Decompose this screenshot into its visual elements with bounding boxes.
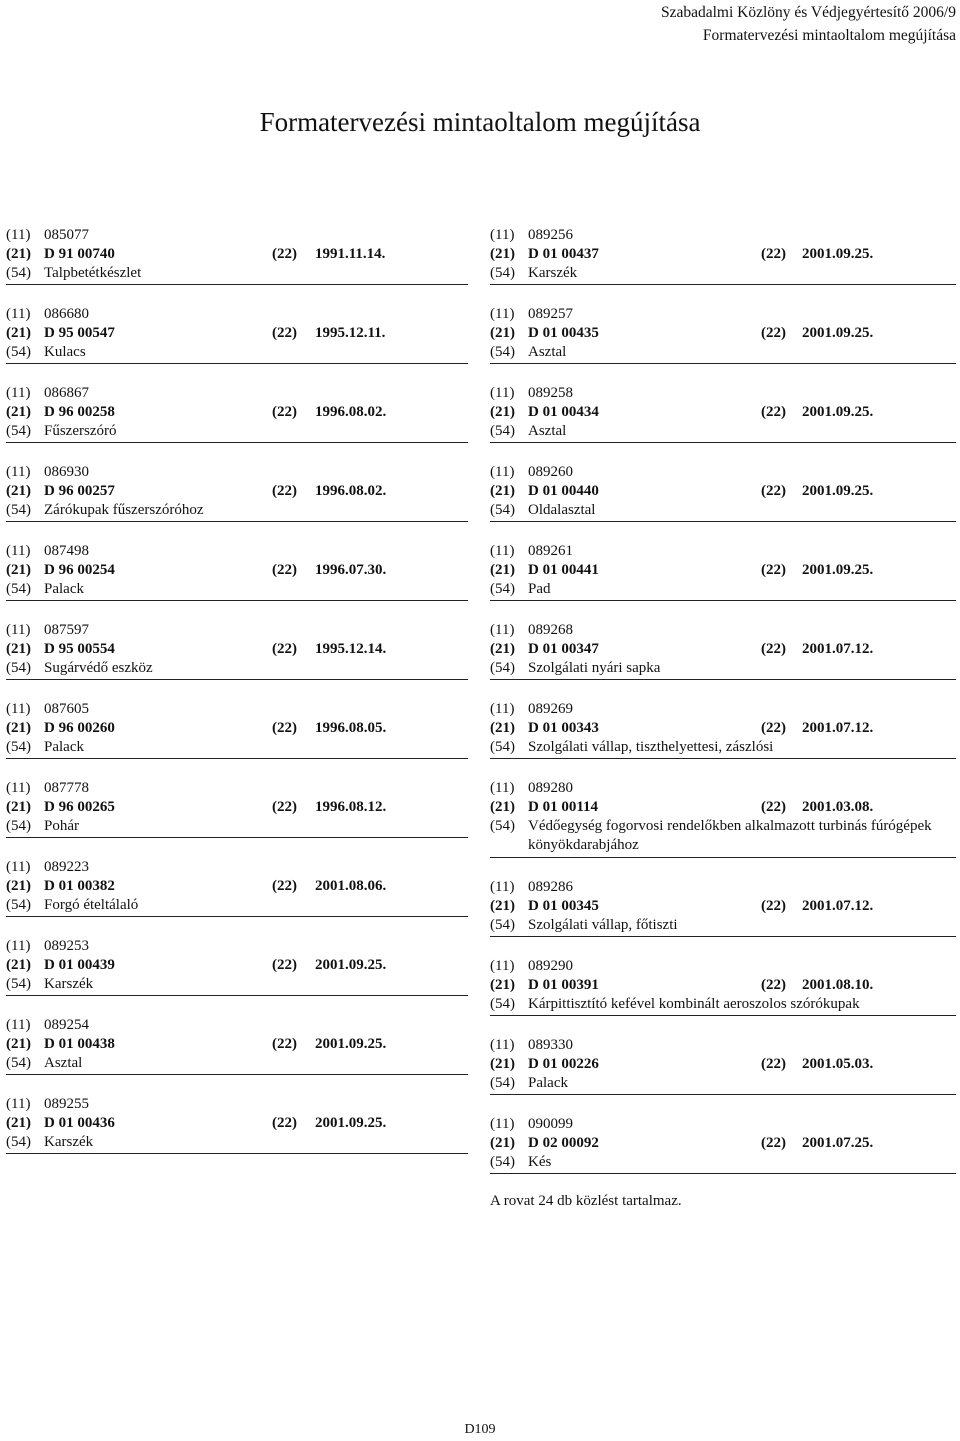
inid-code: (11): [490, 958, 515, 974]
inid-code: (21): [6, 720, 31, 736]
registration-number: 089258: [528, 385, 573, 401]
registration-number-line: [6, 779, 468, 798]
section-footnote: A rovat 24 db közlést tartalmaz.: [490, 1193, 682, 1209]
inid-code: (54): [6, 660, 31, 676]
inid-code: (54): [490, 1075, 515, 1091]
inid-code: (21): [490, 977, 515, 993]
design-title-line: [6, 1054, 468, 1073]
application-number: D 01 00439: [44, 957, 115, 973]
inid-code: (54): [490, 265, 515, 281]
registration-entry: [490, 700, 956, 759]
inid-code: (21): [6, 957, 31, 973]
design-title-line: [6, 422, 468, 441]
inid-code: (21): [6, 878, 31, 894]
application-number: D 01 00114: [528, 799, 599, 815]
application-number: D 96 00257: [44, 483, 115, 499]
design-title-line: [490, 995, 956, 1014]
inid-code: (21): [490, 325, 515, 341]
inid-code: (11): [490, 306, 515, 322]
registration-number: 089269: [528, 701, 573, 717]
application-number: D 95 00547: [44, 325, 115, 341]
filing-date: 2001.05.03.: [802, 1056, 874, 1072]
registration-number: 089255: [44, 1096, 89, 1112]
registration-entry: [490, 957, 956, 1016]
inid-code: (22): [761, 562, 786, 578]
inid-code: (54): [6, 1055, 31, 1071]
design-title-line: [6, 501, 468, 520]
inid-code: (54): [490, 660, 515, 676]
application-line: [6, 403, 468, 422]
filing-date: 2001.09.25.: [802, 325, 874, 341]
inid-code: (21): [6, 1115, 31, 1131]
inid-code: (21): [490, 799, 515, 815]
running-header-section: Formatervezési mintaoltalom megújítása: [702, 27, 956, 44]
inid-code: (22): [761, 799, 786, 815]
registration-number-line: [490, 1036, 956, 1055]
design-title-line: [490, 817, 956, 855]
design-title: Palack: [44, 739, 84, 755]
inid-code: (22): [761, 404, 786, 420]
design-title-line: [6, 975, 468, 994]
filing-date: 2001.09.25.: [315, 1036, 387, 1052]
page-title: Formatervezési mintaoltalom megújítása: [259, 107, 701, 137]
design-title-line: [6, 738, 468, 757]
registration-number-line: [490, 463, 956, 482]
registration-entry: [6, 1095, 468, 1154]
filing-date: 1991.11.14.: [315, 246, 386, 262]
filing-date: 2001.09.25.: [315, 1115, 387, 1131]
registration-number: 087498: [44, 543, 89, 559]
inid-code: (22): [272, 1036, 297, 1052]
registration-number-line: [490, 621, 956, 640]
inid-code: (11): [6, 701, 31, 717]
inid-code: (54): [6, 976, 31, 992]
registration-number-line: [490, 226, 956, 245]
inid-code: (54): [6, 265, 31, 281]
application-number: D 01 00436: [44, 1115, 115, 1131]
inid-code: (21): [490, 641, 515, 657]
registration-number-line: [490, 1115, 956, 1134]
design-title-line: [6, 817, 468, 836]
inid-code: (21): [490, 720, 515, 736]
application-number: D 01 00347: [528, 641, 599, 657]
registration-entry: [6, 937, 468, 996]
registration-entry: [6, 858, 468, 917]
design-title: Kulacs: [44, 344, 86, 360]
inid-code: (11): [6, 938, 31, 954]
application-number: D 01 00441: [528, 562, 599, 578]
inid-code: (11): [490, 1037, 515, 1053]
design-title: Asztal: [44, 1055, 83, 1071]
registration-number: 089253: [44, 938, 89, 954]
registration-number: 086930: [44, 464, 89, 480]
inid-code: (11): [490, 622, 515, 638]
inid-code: (21): [490, 898, 515, 914]
registration-entry: [6, 1016, 468, 1075]
application-number: D 01 00435: [528, 325, 599, 341]
inid-code: (22): [272, 483, 297, 499]
filing-date: 2001.08.06.: [315, 878, 387, 894]
design-title-line: [490, 1074, 956, 1093]
design-title-line: [490, 1153, 956, 1172]
application-line: [6, 956, 468, 975]
registration-number-line: [6, 305, 468, 324]
design-title: Palack: [528, 1075, 568, 1091]
registration-number-line: [490, 384, 956, 403]
inid-code: (54): [490, 739, 515, 755]
design-title: Asztal: [528, 423, 567, 439]
application-number: D 01 00343: [528, 720, 599, 736]
registration-entry: [490, 463, 956, 522]
design-title: Szolgálati nyári sapka: [528, 660, 661, 676]
registration-number-line: [6, 384, 468, 403]
application-number: D 01 00226: [528, 1056, 599, 1072]
application-number: D 01 00440: [528, 483, 599, 499]
application-number: D 01 00382: [44, 878, 115, 894]
registration-number: 086867: [44, 385, 89, 401]
inid-code: (21): [6, 404, 31, 420]
registration-number-line: [6, 621, 468, 640]
inid-code: (21): [6, 799, 31, 815]
filing-date: 2001.08.10.: [802, 977, 874, 993]
registration-number-line: [6, 858, 468, 877]
inid-code: (21): [490, 1135, 515, 1151]
inid-code: (54): [490, 818, 515, 834]
application-line: [490, 798, 956, 817]
registration-entry: [6, 226, 468, 285]
inid-code: (11): [6, 780, 31, 796]
application-number: D 96 00254: [44, 562, 115, 578]
registration-number: 089261: [528, 543, 573, 559]
application-line: [6, 324, 468, 343]
inid-code: (11): [6, 1096, 31, 1112]
inid-code: (21): [490, 246, 515, 262]
registration-entry: [490, 226, 956, 285]
inid-code: (11): [6, 859, 31, 875]
design-title-line: [490, 343, 956, 362]
inid-code: (21): [490, 404, 515, 420]
registration-number-line: [490, 700, 956, 719]
inid-code: (21): [6, 246, 31, 262]
application-line: [490, 482, 956, 501]
left-column: [6, 226, 468, 1174]
inid-code: (54): [6, 423, 31, 439]
filing-date: 2001.07.25.: [802, 1135, 874, 1151]
registration-entry: [6, 779, 468, 838]
application-line: [490, 897, 956, 916]
inid-code: (22): [272, 878, 297, 894]
design-title: Kárpittisztító kefével kombinált aeroszolos szórókupak: [528, 996, 860, 1012]
inid-code: (11): [490, 1116, 515, 1132]
inid-code: (22): [272, 799, 297, 815]
inid-code: (22): [272, 1115, 297, 1131]
inid-code: (11): [490, 543, 515, 559]
inid-code: (21): [490, 1056, 515, 1072]
inid-code: (22): [272, 720, 297, 736]
registration-number: 089254: [44, 1017, 89, 1033]
inid-code: (22): [761, 720, 786, 736]
application-line: [490, 403, 956, 422]
application-line: [6, 561, 468, 580]
application-number: D 96 00260: [44, 720, 115, 736]
registration-number: 089280: [528, 780, 573, 796]
application-number: D 01 00434: [528, 404, 599, 420]
application-line: [490, 561, 956, 580]
registration-number-line: [6, 937, 468, 956]
inid-code: (54): [6, 818, 31, 834]
inid-code: (54): [6, 1134, 31, 1150]
registration-entry: [6, 621, 468, 680]
inid-code: (11): [6, 622, 31, 638]
inid-code: (11): [6, 464, 31, 480]
registration-number: 087605: [44, 701, 89, 717]
inid-code: (22): [272, 325, 297, 341]
registration-number: 086680: [44, 306, 89, 322]
registration-number: 085077: [44, 227, 89, 243]
design-title-line: [490, 580, 956, 599]
filing-date: 1996.07.30.: [315, 562, 387, 578]
design-title-line: [6, 343, 468, 362]
filing-date: 1996.08.02.: [315, 404, 387, 420]
registration-number-line: [6, 542, 468, 561]
inid-code: (11): [6, 306, 31, 322]
registration-number: 089260: [528, 464, 573, 480]
registration-number: 087597: [44, 622, 89, 638]
design-title: Asztal: [528, 344, 567, 360]
registration-entry: [6, 700, 468, 759]
design-title-line: [6, 1133, 468, 1152]
application-number: D 01 00345: [528, 898, 599, 914]
inid-code: (21): [490, 562, 515, 578]
filing-date: 1996.08.02.: [315, 483, 387, 499]
application-line: [6, 482, 468, 501]
design-title: Pad: [528, 581, 551, 597]
registration-entry: [490, 779, 956, 858]
design-title: Pohár: [44, 818, 79, 834]
inid-code: (22): [761, 1135, 786, 1151]
inid-code: (22): [272, 246, 297, 262]
registration-number-line: [6, 1016, 468, 1035]
registration-number-line: [490, 878, 956, 897]
design-title-line: [490, 264, 956, 283]
application-number: D 95 00554: [44, 641, 115, 657]
registration-number-line: [6, 1095, 468, 1114]
application-line: [6, 798, 468, 817]
registration-entry: [490, 542, 956, 601]
inid-code: (21): [6, 1036, 31, 1052]
registration-number: 089330: [528, 1037, 573, 1053]
inid-code: (11): [6, 1017, 31, 1033]
registration-number-line: [490, 779, 956, 798]
inid-code: (22): [272, 957, 297, 973]
registration-number-line: [6, 226, 468, 245]
inid-code: (22): [272, 404, 297, 420]
filing-date: 2001.07.12.: [802, 720, 874, 736]
design-title-line: [490, 501, 956, 520]
application-number: D 01 00437: [528, 246, 599, 262]
application-number: D 01 00391: [528, 977, 599, 993]
inid-code: (54): [6, 502, 31, 518]
design-title: Szolgálati vállap, tiszthelyettesi, zászlósi: [528, 739, 774, 755]
filing-date: 1996.08.12.: [315, 799, 387, 815]
application-line: [6, 877, 468, 896]
application-line: [6, 640, 468, 659]
inid-code: (21): [490, 483, 515, 499]
inid-code: (22): [272, 641, 297, 657]
inid-code: (11): [490, 780, 515, 796]
filing-date: 2001.09.25.: [315, 957, 387, 973]
application-line: [6, 1114, 468, 1133]
application-line: [490, 1055, 956, 1074]
design-title: Sugárvédő eszköz: [44, 660, 153, 676]
inid-code: (22): [761, 898, 786, 914]
inid-code: (11): [490, 385, 515, 401]
registration-entry: [6, 384, 468, 443]
design-title-line: [490, 659, 956, 678]
design-title-line: [6, 659, 468, 678]
registration-number: 090099: [528, 1116, 573, 1132]
inid-code: (11): [6, 543, 31, 559]
registration-number: 089268: [528, 622, 573, 638]
registration-number: 089286: [528, 879, 573, 895]
filing-date: 2001.09.25.: [802, 562, 874, 578]
registration-entry: [490, 384, 956, 443]
application-line: [6, 719, 468, 738]
inid-code: (22): [761, 246, 786, 262]
design-title: Zárókupak fűszerszóróhoz: [44, 502, 204, 518]
application-line: [490, 245, 956, 264]
application-number: D 96 00265: [44, 799, 115, 815]
filing-date: 1996.08.05.: [315, 720, 387, 736]
registration-number-line: [490, 305, 956, 324]
inid-code: (54): [6, 344, 31, 360]
design-title: Oldalasztal: [528, 502, 596, 518]
application-line: [490, 719, 956, 738]
inid-code: (11): [6, 227, 31, 243]
inid-code: (54): [490, 344, 515, 360]
inid-code: (22): [761, 977, 786, 993]
design-title: Karszék: [528, 265, 578, 281]
inid-code: (22): [761, 1056, 786, 1072]
inid-code: (54): [6, 581, 31, 597]
application-number: D 01 00438: [44, 1036, 115, 1052]
filing-date: 2001.09.25.: [802, 404, 874, 420]
application-line: [490, 640, 956, 659]
design-title-line: [6, 264, 468, 283]
registration-number: 089256: [528, 227, 573, 243]
inid-code: (11): [490, 464, 515, 480]
filing-date: 2001.03.08.: [802, 799, 874, 815]
design-title: Fűszerszóró: [44, 423, 117, 439]
inid-code: (54): [490, 581, 515, 597]
application-line: [6, 245, 468, 264]
inid-code: (11): [490, 879, 515, 895]
registration-entry: [6, 463, 468, 522]
design-title-line: [6, 580, 468, 599]
inid-code: (54): [490, 423, 515, 439]
inid-code: (21): [6, 325, 31, 341]
application-line: [490, 976, 956, 995]
design-title-line: [490, 422, 956, 441]
registration-number: 089290: [528, 958, 573, 974]
registration-entry: [6, 305, 468, 364]
inid-code: (22): [272, 562, 297, 578]
inid-code: (54): [6, 897, 31, 913]
application-line: [490, 1134, 956, 1153]
registration-entry: [6, 542, 468, 601]
registration-number: 089257: [528, 306, 573, 322]
registration-number-line: [490, 542, 956, 561]
application-number: D 91 00740: [44, 246, 115, 262]
inid-code: (22): [761, 483, 786, 499]
registration-number: 089223: [44, 859, 89, 875]
registration-number-line: [490, 957, 956, 976]
design-title: Palack: [44, 581, 84, 597]
application-number: D 02 00092: [528, 1135, 599, 1151]
inid-code: (54): [490, 1154, 515, 1170]
design-title-line: [490, 738, 956, 757]
application-number: D 96 00258: [44, 404, 115, 420]
registration-entry: [490, 621, 956, 680]
inid-code: (54): [490, 502, 515, 518]
inid-code: (54): [490, 996, 515, 1012]
inid-code: (22): [761, 641, 786, 657]
registration-entry: [490, 1036, 956, 1095]
inid-code: (22): [761, 325, 786, 341]
application-line: [490, 324, 956, 343]
filing-date: 1995.12.14.: [315, 641, 387, 657]
registration-number: 087778: [44, 780, 89, 796]
filing-date: 2001.09.25.: [802, 246, 874, 262]
filing-date: 2001.07.12.: [802, 898, 874, 914]
registration-entry: [490, 305, 956, 364]
right-column: [490, 226, 956, 1210]
design-title: Karszék: [44, 976, 94, 992]
inid-code: (11): [6, 385, 31, 401]
registration-number-line: [6, 463, 468, 482]
registration-entry: [490, 878, 956, 937]
design-title: Forgó ételtálaló: [44, 897, 139, 913]
inid-code: (21): [6, 483, 31, 499]
design-title: Karszék: [44, 1134, 94, 1150]
page-number: D109: [464, 1422, 496, 1437]
design-title: Védőegység fogorvosi rendelőkben alkalmazott turbinás fúrógépek könyökdarabjához: [528, 818, 932, 853]
inid-code: (11): [490, 701, 515, 717]
design-title: Talpbetétkészlet: [44, 265, 142, 281]
inid-code: (21): [6, 641, 31, 657]
design-title: Kés: [528, 1154, 552, 1170]
inid-code: (54): [490, 917, 515, 933]
application-line: [6, 1035, 468, 1054]
design-title-line: [490, 916, 956, 935]
inid-code: (21): [6, 562, 31, 578]
running-header-publication: Szabadalmi Közlöny és Védjegyértesítő 2006/9: [660, 4, 956, 21]
filing-date: 2001.09.25.: [802, 483, 874, 499]
filing-date: 1995.12.11.: [315, 325, 386, 341]
inid-code: (54): [6, 739, 31, 755]
registration-number-line: [6, 700, 468, 719]
inid-code: (11): [490, 227, 515, 243]
registration-entry: [490, 1115, 956, 1174]
design-title-line: [6, 896, 468, 915]
design-title: Szolgálati vállap, főtiszti: [528, 917, 678, 933]
filing-date: 2001.07.12.: [802, 641, 874, 657]
